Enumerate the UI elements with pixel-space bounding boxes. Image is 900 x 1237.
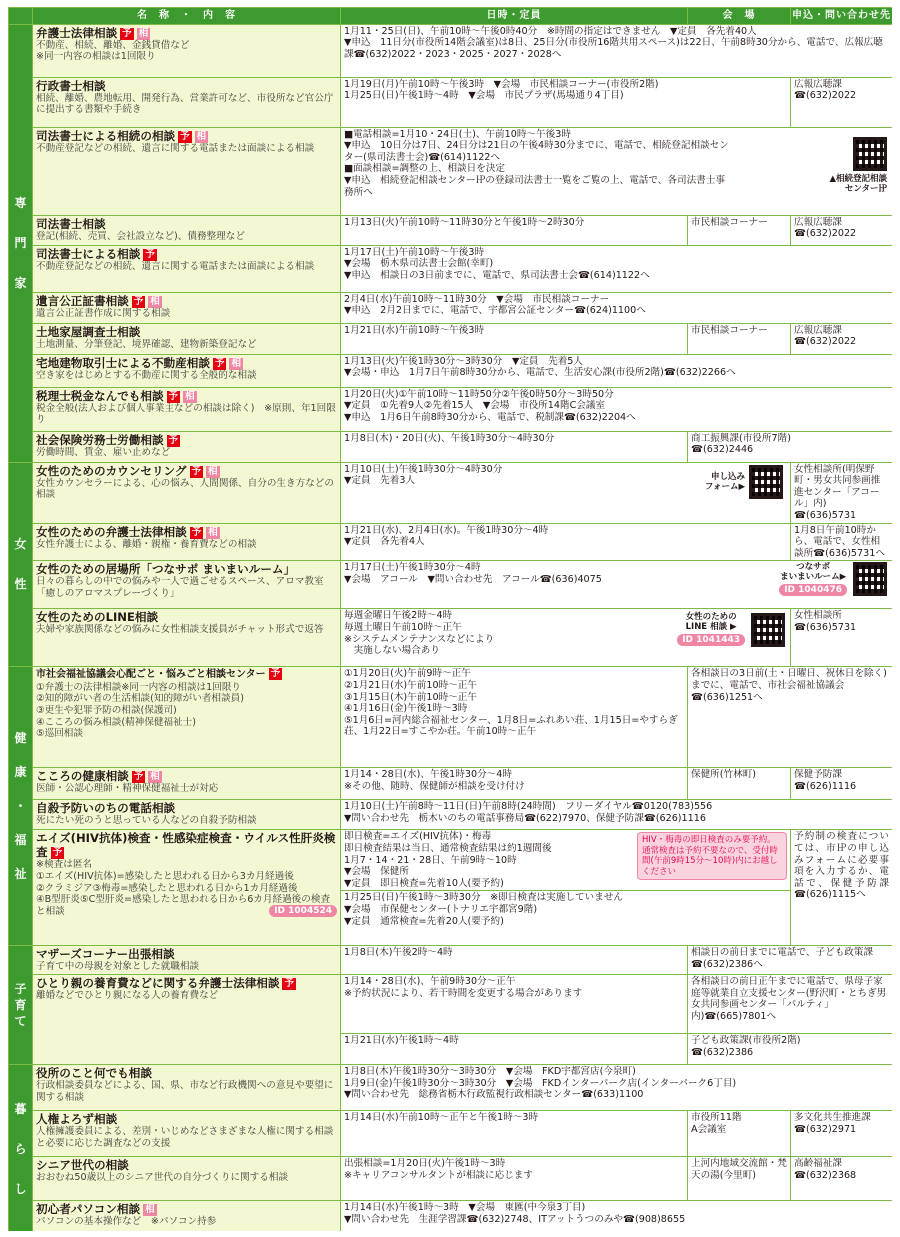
row-subtitle: 不動産登記などの相続、遺言に関する電話または面談による相談 [36,142,315,154]
row-title: 自殺予防いのちの電話相談 [36,801,176,816]
row-date [341,1156,688,1200]
reservation-badge: 予 [180,130,190,142]
title-text: 女性のためのカウンセリング [36,463,187,478]
date-text: 1月17日(土)午前10時～午後3時 ▼会場 栃木県司法書士会館(幸町) ▼申込 相談日の3日前までに、電話で、県司法書士会☎(614)1122へ [344,246,650,281]
row-contact [791,1110,893,1156]
row-title [36,976,337,990]
consult-badge: 相 [150,771,160,783]
reservation-badge: 予 [284,977,294,989]
row-date [341,354,893,387]
row-name [33,462,341,523]
row-subtitle: 登記(相続、売買、会社設立など)、債務整理など [36,230,245,242]
consult-badge: 相 [231,357,241,369]
row-subtitle: 死にたい死のうと思っている人などの自殺予防相談 [36,815,257,827]
row-date [341,523,791,561]
date-text: 1月13日(火)午前10時～11時30分と午後1時～2時30分 [344,216,585,228]
contact-text: 各相談日の3日前(土・日曜日、祝休日を除く)までに、電話で、市社会福祉協議会☎(636)1251へ [691,668,887,703]
table-row [9,1200,893,1231]
table-row [9,127,893,215]
table-row [9,1156,893,1200]
date-text: 1月8日(木)午後2時～4時 [344,947,453,959]
contact-text: 予約制の検査については、市㏋の申し込みフォームに必要事項を入力するか、電話で、保健予防課☎(626)1115へ [794,831,889,901]
title-text: 税理士税金なんでも相談 [36,388,164,403]
row-date [341,323,688,354]
row-date [341,127,893,215]
row-subtitle: 遺言公正証書作成に関する相談 [36,307,171,319]
consultation-table [8,7,892,1231]
category-kenko [9,667,33,946]
table-row [9,1064,893,1110]
table-row [9,323,893,354]
venue-text: 上河内地域交流館・梵天の湯(今里町) [691,1157,787,1181]
category-josei [9,462,33,667]
title-text: 司法書士による相続の相談 [36,128,176,143]
row-date [341,830,791,946]
row-subtitle: ①弁護士の法律相談※同一内容の相談は1回限り ②知的障がい者の生活相談(知的障がい者相談員) ③更生や犯罪予防の相談(保護司) ④こころの悩み相談(精神保健福祉士) ⑤巡回相談 [36,681,244,740]
row-name [33,354,341,387]
row-title [36,464,337,478]
contact-text: 商工振興課(市役所7階) ☎(632)2446 [691,432,791,456]
row-title [36,433,337,447]
row-contact [791,215,893,245]
table-row [9,523,893,561]
row-date [341,561,893,609]
row-name [33,323,341,354]
row-title [36,831,337,859]
row-contact [791,323,893,354]
qr-caption: ▲相続登記相談 センター㏋ [829,174,887,195]
row-subtitle: 医師・公認心理師・精神保健福祉士が対応 [36,783,219,795]
contact-text: 女性相談所(明保野町・男女共同参画推進センター「アコール」内) ☎(636)5731 [794,463,881,521]
reservation-badge: 予 [168,390,179,402]
row-name [33,667,341,768]
title-text: 遺言公正証書相談 [36,293,129,308]
date-text-2: 1月25日(日)午後1時～3時30分 ※即日検査は実施していません ▼会場 市保健センター(トナリエ宇都宮9階) ▼定員 通常検査=先着20人(要予約) [341,890,790,927]
table-row [9,946,893,975]
row-name [33,561,341,609]
qr-code-icon[interactable] [751,613,785,647]
row-date [341,974,688,1033]
title-text: 司法書士による相談 [36,246,141,261]
venue-text: 市役所11階 A会議室 [691,1111,742,1135]
row-title [36,129,337,143]
row-contact [688,667,893,768]
row-venue [688,323,791,354]
table-row [9,215,893,245]
row-subtitle: ※検査は匿名 ①エイズ(HIV抗体)=感染したと思われる日から3カ月経過後 ②クラミジア③梅毒=感染したと思われる日から1カ月経過後 ④B型肝炎⑤C型肝炎=感染したと思われる日から6カ月経過後の検査と相談 [36,859,331,917]
category-kosodate [9,946,33,1065]
row-date [341,215,688,245]
title-text: 初心者パソコン相談 [36,1201,141,1216]
row-contact [688,431,893,462]
table-row [9,77,893,127]
row-title [36,769,337,783]
row-subtitle: 相続、離婚、農地転用、開発行為、営業許可など、市役所など官公庁に提出する書類や手続き [36,92,334,116]
table-row [9,462,893,523]
table-row [9,609,893,667]
qr-group [737,137,887,195]
venue-text: 市民相談コーナー [691,216,768,228]
title-text: ひとり親の養育費などに関する弁護士法律相談 [36,975,280,990]
date-text: 1月21日(水)午前10時～午後3時 [344,324,485,336]
notice-box: HIV・梅毒の即日検査のみ要予約。通常検査は予約不要なので、受付時間(午前9時15分～10時)内にお越しください [637,832,787,880]
contact-text: 相談日の前日までに電話で、子ども政策課☎(632)2386へ [691,947,874,970]
reservation-badge: 予 [145,248,155,260]
reservation-badge: 予 [122,27,132,39]
row-subtitle: 不動産登記などの相続、遺言に関する電話または面談による相談 [36,260,315,272]
row-name [33,77,341,127]
title-text: 宅地建物取引士による不動産相談 [36,355,210,370]
qr-group [751,613,785,651]
row-name [33,523,341,561]
date-text: 1月17日(土)午後1時30分～4時 ▼会場 アコール ▼問い合わせ先 アコール☎(636)4075 [344,562,602,585]
row-name [33,431,341,462]
row-date [341,800,893,830]
consult-badge: 相 [150,295,160,307]
qr-code-icon[interactable] [853,137,887,171]
category-senmonka [9,24,33,462]
row-date [341,245,893,292]
row-date [341,462,791,523]
contact-text: 広報広聴課 ☎(632)2022 [794,216,857,240]
row-title [36,668,337,682]
row-subtitle: 日々の暮らしの中での悩みや一人で過ごせるスペース、アロマ教室「癒しのアロマスプレーづくり」 [36,576,324,599]
table-row [9,974,893,1033]
category-label: 子 育 て [14,982,27,1029]
row-date [341,946,688,975]
date-text: 1月10日(土)午前8時～11日(日)午前8時(24時間) フリーダイヤル☎0120(783)556 ▼問い合わせ先 栃木いのちの電話事務局☎(622)7970、保健予防課☎(626)1116 [344,801,713,824]
table-row [9,1110,893,1156]
page-id-tag: ID 1004524 [269,905,337,917]
reservation-badge: 予 [133,771,144,783]
row-title [36,26,337,40]
reservation-badge: 予 [168,434,179,446]
row-date [341,24,893,77]
date-text: 1月21日(水)午後1時～4時 [344,1034,459,1046]
row-subtitle: 行政相談委員などによる、国、県、市など行政機関への意見や要望に関する相談 [36,1079,334,1103]
contact-text: 多文化共生推進課 ☎(632)2971 [794,1111,871,1135]
qr-group [853,562,887,600]
date-text: 1月14日(水)午後1時～3時 ▼会場 東匯(中今泉3丁目) ▼問い合わせ先 生涯学習課☎(632)2748、ITアットうつのみや☎(908)8655 [344,1201,686,1225]
table-row [9,24,893,77]
row-venue [688,768,791,800]
row-contact [791,523,893,561]
row-date [341,1033,688,1064]
category-label: 暮 ら し [14,1101,27,1196]
row-name [33,1064,341,1110]
table-row [9,800,893,830]
qr-label-group [779,562,847,596]
contact-text: 高齢福祉課 ☎(632)2368 [794,1157,857,1181]
header-date: 日時・定員 [341,8,688,25]
row-subtitle: 人権擁護委員による、差別・いじめなどさまざまな人権に関する相談と必要に応じた調査などの支援 [36,1125,334,1149]
row-name [33,800,341,830]
reservation-badge: 予 [52,847,63,859]
date-text: 1月14日(水)午前10時～正午と午後1時～3時 [344,1111,539,1123]
contact-text: 広報広聴課 ☎(632)2022 [794,78,857,102]
venue-text: 市民相談コーナー [691,324,768,336]
qr-code-icon[interactable] [749,465,783,499]
row-name [33,609,341,667]
date-text: 1月21日(水)、2月4日(水)。午後1時30分～4時 ▼定員 各先着4人 [344,524,549,548]
row-subtitle: 労働時間、賃金、雇い止めなど [36,446,171,458]
row-title: 司法書士相談 [36,216,106,231]
row-title [36,247,337,261]
date-text: 即日検査=エイズ(HIV抗体)・梅毒 即日検査結果は当日、通常検査結果は約1週間後 1月7・14・21・28日、午前9時～10時 ▼会場 保健所 ▼定員 即日検査=先着10人(要予約) [344,831,552,889]
row-contact [688,1033,893,1064]
row-contact [791,609,893,667]
date-text: 1月19日(月)午前10時～午後3時 ▼会場 市民相談コーナー(市役所2階) 1月25日(日)午後1時～4時 ▼会場 市民プラザ(馬場通り4丁目) [344,78,659,102]
table-row [9,354,893,387]
row-subtitle: 離婚などでひとり親になる人の養育費など [36,989,219,1001]
title-text: こころの健康相談 [36,769,129,784]
row-date [341,768,688,800]
date-text: 1月14・28日(水)、午後1時30分～4時 ※その他、随時、保健師が相談を受け付け [344,769,525,792]
date-text: ①1月20日(火)午前9時～正午 ②1月21日(水)午前10時～正午 ③1月15日(木)午前10時～正午 ④1月16日(金)午後1時～3時 ⑤1月6日=河内総合福祉センター、1月8日=ふれあい荘、1月15日=やすらぎ荘、1月22日=すこやか荘。午前10時～正午 [344,668,678,738]
contact-text: 1月8日午前10時から、電話で、女性相談所☎(636)5731へ [794,524,885,559]
reservation-badge: 予 [191,526,202,538]
title-text: 市社会福祉協議会心配ごと・悩みごと相談センター [36,669,266,681]
table-row [9,431,893,462]
date-text: 毎週金曜日午後2時～4時 毎週土曜日午前10時～正午 ※システムメンテナンスなどにより 実施しない場合あり [344,610,495,657]
contact-text: 保健予防課 ☎(626)1116 [794,769,857,792]
table-row [9,768,893,800]
row-subtitle: 空き家をはじめとする不動産に関する全般的な相談 [36,369,257,381]
row-name [33,974,341,1064]
page-id-tag: ID 1041443 [677,634,745,646]
date-text: 1月8日(木)・20日(火)、午後1時30分～4時30分 [344,432,555,444]
row-date [341,667,688,768]
table-header [9,8,893,25]
row-date [341,77,791,127]
row-title [36,389,337,403]
title-text: 弁護士法律相談 [36,25,118,40]
consult-badge: 相 [208,465,218,477]
row-contact [791,768,893,800]
row-name [33,1110,341,1156]
row-contact [791,830,893,946]
row-venue [688,1110,791,1156]
date-text: 1月8日(木)午後1時30分～3時30分 ▼会場 FKD宇都宮店(今泉町) 1月9日(金)午後1時30分～3時30分 ▼会場 FKDインターパーク店(インターパーク6丁目) ▼問い合わせ先 総務省栃木行政監視行政相談センター☎(633)1100 [344,1065,737,1101]
header-name: 名 称 ・ 内 容 [33,8,341,25]
row-name [33,245,341,292]
table-row [9,387,893,431]
category-label: 専 門 家 [14,196,27,291]
contact-text: 女性相談所☎(636)5731 [794,610,857,633]
row-contact [791,1156,893,1200]
row-contact [791,462,893,523]
table-row [9,667,893,768]
date-text: 1月20日(火)①午前10時～11時50分②午後0時50分～3時50分 ▼定員 ①先着9人②先着15人 ▼会場 市役所14階C会議室 ▼申込 1月6日午前8時30分から、電話で、税制課☎(632)2204へ [344,388,636,423]
contact-text: 広報広聴課 ☎(632)2022 [794,324,857,348]
qr-code-icon[interactable] [853,562,887,596]
row-subtitle: 税金全般(法人および個人事業主などの相談は除く) ※原則、年1回限り [36,402,336,426]
row-title: マザーズコーナー出張相談 [36,947,175,962]
row-name [33,387,341,431]
category-kurashi [9,1064,33,1231]
row-subtitle: 子育て中の母親を対象とした就職相談 [36,961,200,973]
contact-text: 各相談日の前日正午までに電話で、県母子家庭等就業自立支援センター(野沢町・とちぎ男女共同参画センター「パルティ」内)☎(665)7801へ [691,975,887,1022]
row-title: 役所のこと何でも相談 [36,1065,152,1080]
title-text: 女性のための弁護士法律相談 [36,524,187,539]
row-subtitle: おおむね50歳以上のシニア世代の自分づくりに関する相談 [36,1171,289,1183]
row-date [341,292,893,323]
consult-badge: 相 [185,390,195,402]
reservation-badge: 予 [133,295,144,307]
venue-text: 保健所(竹林町) [691,769,757,781]
title-text: 社会保険労務士労働相談 [36,432,164,447]
consult-badge: 相 [196,130,207,142]
row-name [33,215,341,245]
row-title [36,356,337,370]
date-text: 出張相談=1月20日(火)午後1時～3時 ※キャリアコンサルタントが相談に応じます [344,1157,533,1181]
row-title: 土地家屋調査士相談 [36,324,141,339]
row-name [33,1156,341,1200]
row-title: 女性のためのLINE相談 [36,610,159,625]
title-text: エイズ(HIV抗体)検査・性感染症検査・ウイルス性肝炎検査 [36,831,336,860]
consult-badge: 相 [208,526,218,538]
row-title: シニア世代の相談 [36,1157,129,1172]
date-text: ■電話相談=1月10・24日(土)、午前10時～午後3時 ▼申込 10日分は7日、24日分は21日の午後4時30分までに、電話で、相続登記相談センター(県司法書士会)☎(614)1122へ ■面談相談=調整の上、相談日を決定 ▼申込 相続登記相談センター㏋の登録司法書士一覧をご覧の上、電話で、各司法書士事務所へ [344,128,729,198]
date-text: 1月10日(土)午後1時30分～4時30分 ▼定員 先着3人 [344,463,503,487]
row-subtitle: 女性弁護士による、離婚・親権・養育費などの相談 [36,538,257,550]
row-title: 人権よろず相談 [36,1111,118,1126]
row-name [33,830,341,946]
row-subtitle: 女性カウンセラーによる、心の悩み、人間関係、自分の生き方などの相談 [36,477,334,501]
table-row [9,292,893,323]
consult-badge: 相 [138,27,149,39]
row-title [36,294,337,308]
row-venue [688,215,791,245]
reservation-badge: 予 [214,357,225,369]
row-date [341,431,688,462]
row-subtitle: パソコンの基本操作など ※パソコン持参 [36,1215,217,1227]
row-name [33,768,341,800]
row-date [341,1200,893,1231]
qr-label-group [677,612,745,646]
page-id-tag: ID 1040476 [779,584,847,596]
category-label: 健 康 ・ 福 祉 [14,730,27,881]
row-date [341,1064,893,1110]
qr-caption: 女性のための LINE 相談 ▶ [685,612,737,633]
row-subtitle: 夫婦や家族関係などの悩みに女性相談支援員がチャット形式で返答 [36,624,324,636]
date-text: 1月14・28日(水)、午前9時30分～正午 ※予約状況により、若干時間を変更する場合があります [344,975,583,999]
reservation-badge: 予 [191,465,202,477]
row-date [341,609,791,667]
row-name [33,127,341,215]
date-text: 1月13日(火)午後1時30分～3時30分 ▼定員 先着5人 ▼会場・申込 1月7日午前8時30分から、電話で、生活安心課(市役所2階)☎(632)2266へ [344,355,736,379]
row-name [33,292,341,323]
date-text: 2月4日(水)午前10時～11時30分 ▼会場 市民相談コーナー ▼申込 2月2日までに、電話で、宇都宮公証センター☎(624)1100へ [344,293,646,317]
row-contact [688,946,893,975]
row-contact [688,974,893,1033]
row-subtitle: 不動産、相続、離婚、金銭貸借など ※同一内容の相談は1回限り [36,39,190,63]
form-link-label[interactable]: 申し込み フォーム▶ [704,471,745,492]
row-name [33,1200,341,1231]
consult-badge: 相 [145,1203,155,1215]
category-label: 女 性 [14,537,27,592]
row-subtitle: 土地測量、分筆登記、境界確認、建物新築登記など [36,338,257,350]
qr-caption: つなサポ まいまいルーム▶ [780,562,847,583]
row-date [341,387,893,431]
header-venue: 会 場 [688,8,791,25]
header-contact: 申込・問い合わせ先 [791,8,893,25]
date-text: 1月11・25日(日)、午前10時～午後0時40分 ※時間の指定はできません ▼定員 各先着40人 ▼申込 11日分(市役所14階会議室)は8日、25日分(市役所16階共用スペース)は22日、午前8時30分から、電話で、広報広聴課☎(632)2022・2023・2025・2027・2028へ [344,25,883,60]
row-name [33,946,341,975]
row-date [341,1110,688,1156]
row-title: 行政書士相談 [36,78,106,93]
row-title [36,525,337,539]
reservation-badge: 予 [270,668,281,680]
row-title: 女性のための居場所「つなサポ まいまいルーム」 [36,562,296,577]
row-name [33,24,341,77]
row-venue [688,1156,791,1200]
row-contact [791,77,893,127]
table-row [9,245,893,292]
row-title [36,1202,337,1216]
contact-text: 子ども政策課(市役所2階) ☎(632)2386 [691,1034,801,1058]
table-row [9,561,893,609]
header-blank [9,8,33,25]
table-row [9,830,893,946]
